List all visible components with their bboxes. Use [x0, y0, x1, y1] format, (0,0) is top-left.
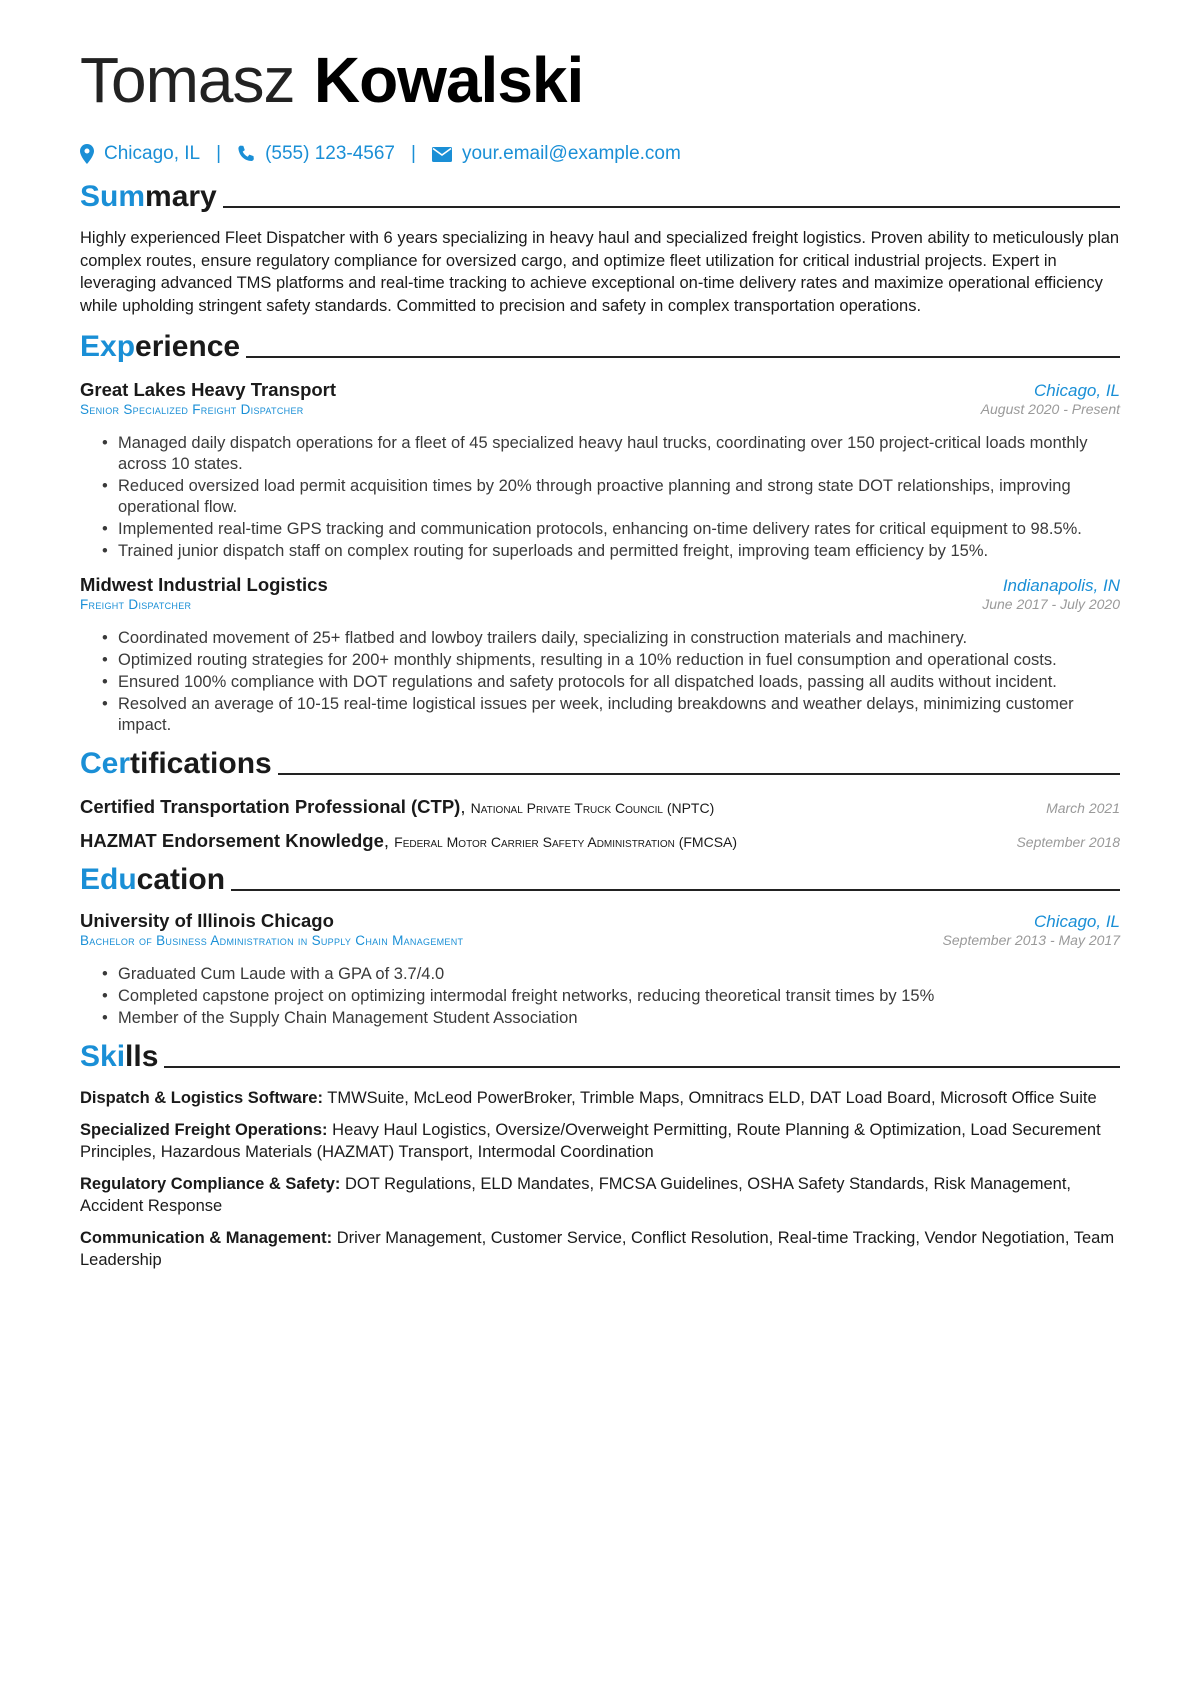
contact-separator: | [216, 143, 222, 164]
job-company: Midwest Industrial Logistics [80, 574, 328, 595]
cert-date: March 2021 [1046, 800, 1120, 816]
envelope-icon [432, 147, 452, 162]
skill-text: DOT Regulations, ELD Mandates, FMCSA Guidelines, OSHA Safety Standards, Risk Management, Accident Response [80, 1174, 1072, 1215]
skill-text: Heavy Haul Logistics, Oversize/Overweight Permitting, Route Planning & Optimization, Load Securement Principles, Hazardous Materials (HAZMAT) Transport, Intermodal Coordination [80, 1120, 1101, 1161]
section-rule [164, 1066, 1120, 1068]
job-location: Chicago, IL [1034, 381, 1120, 400]
job-dates: August 2020 - Present [980, 401, 1120, 417]
skill-label: Specialized Freight Operations: [80, 1120, 328, 1139]
education-heading [80, 862, 1120, 898]
school-location: Chicago, IL [1034, 912, 1120, 931]
skill-text: Driver Management, Customer Service, Conflict Resolution, Real-time Tracking, Vendor Negotiation, Team Leadership [80, 1228, 1115, 1269]
section-rule [246, 356, 1120, 358]
candidate-name [80, 40, 1120, 121]
list-item: • Reduced oversized load permit acquisition times by 20% through proactive planning and strong state DOT relationships, improving operational flow. [118, 476, 1120, 518]
job-bullets [80, 433, 1120, 562]
list-item: • Graduated Cum Laude with a GPA of 3.7/4.0 [118, 964, 1120, 985]
skill-label: Communication & Management: [80, 1228, 333, 1247]
contact-location [80, 143, 200, 165]
job-role: Senior Specialized Freight Dispatcher [80, 402, 304, 417]
location-text: Chicago, IL [104, 143, 201, 164]
certifications-title-accent: Cer [80, 747, 131, 780]
certification-item: HAZMAT Endorsement Knowledge, Federal Motor Carrier Safety Administration (FMCSA) September 2018 [80, 830, 1120, 851]
job-location: Indianapolis, IN [1002, 576, 1120, 595]
skill-group [80, 1173, 1120, 1218]
contact-bar [80, 143, 1120, 165]
skills-heading [80, 1039, 1120, 1075]
skill-group [80, 1227, 1120, 1272]
cert-issuer: National Private Truck Council (NPTC) [470, 800, 715, 816]
contact-phone [237, 143, 395, 165]
section-rule [278, 773, 1120, 775]
cert-issuer: Federal Motor Carrier Safety Administration (FMCSA) [394, 834, 738, 850]
summary-text: Highly experienced Fleet Dispatcher with 6 years specializing in heavy haul and specialized freight logistics. Proven ability to meticulously plan complex routes, ensure regulatory compliance for oversized cargo, and optimize fleet utilization for critical industrial projects. Expert in leveraging advanced TMS platforms and real-time tracking to achieve exceptional on-time delivery rates and maximize operational efficiency while upholding stringent safety standards. Committed to precision and safety in complex transportation operations. [80, 229, 1120, 315]
experience-title-rest: erience [135, 330, 241, 363]
phone-icon [237, 145, 255, 163]
education-entry [80, 910, 1120, 1029]
experience-title-accent: Exp [80, 330, 136, 363]
skill-label: Dispatch & Logistics Software: [80, 1089, 323, 1107]
education-title-rest: cation [136, 863, 226, 896]
certification-item: Certified Transportation Professional (CTP), National Private Truck Council (NPTC) March 2021 [80, 796, 1120, 817]
job-role: Freight Dispatcher [80, 597, 192, 612]
last-name: Kowalski [313, 44, 584, 116]
job-bullets [80, 628, 1120, 736]
job-entry [80, 574, 1120, 736]
cert-name: HAZMAT Endorsement Knowledge [80, 830, 384, 851]
contact-separator: | [411, 143, 416, 164]
first-name: Tomasz [80, 44, 295, 116]
section-rule [223, 206, 1120, 208]
list-item: • Coordinated movement of 25+ flatbed and lowboy trailers daily, specializing in construction materials and machinery. [118, 628, 1120, 649]
cert-name: Certified Transportation Professional (CTP) [80, 796, 461, 817]
skill-text: TMWSuite, McLeod PowerBroker, Trimble Maps, Omnitracs ELD, DAT Load Board, Microsoft Office Suite [327, 1089, 1097, 1107]
school-name: University of Illinois Chicago [80, 910, 334, 931]
list-item: • Member of the Supply Chain Management Student Association [118, 1008, 1120, 1029]
skill-group [80, 1119, 1120, 1164]
skill-label: Regulatory Compliance & Safety: [80, 1174, 341, 1193]
list-item: • Optimized routing strategies for 200+ monthly shipments, resulting in a 10% reduction in fuel consumption and operational costs. [118, 650, 1120, 671]
skills-title-rest: lls [125, 1040, 159, 1073]
list-item: • Ensured 100% compliance with DOT regulations and safety protocols for all dispatched loads, passing all audits without incident. [118, 672, 1120, 693]
list-item: • Completed capstone project on optimizing intermodal freight networks, reducing theoretical transit times by 15% [118, 986, 1120, 1007]
education-title-accent: Edu [80, 863, 137, 896]
list-item: • Implemented real-time GPS tracking and communication protocols, enhancing on-time delivery rates for critical equipment to 98.5%. [118, 519, 1120, 540]
email-link[interactable]: your.email@example.com [461, 143, 681, 164]
job-entry [80, 379, 1120, 562]
resume-page [80, 40, 1120, 1272]
degree: Bachelor of Business Administration in Supply Chain Management [80, 933, 464, 948]
summary-title-accent: Sum [80, 180, 146, 213]
phone-text: (555) 123-4567 [265, 143, 395, 164]
list-item: • Trained junior dispatch staff on complex routing for superloads and permitted freight, improving team efficiency by 15%. [118, 541, 1120, 562]
skill-group [80, 1087, 1120, 1110]
map-marker-icon [80, 144, 94, 164]
job-company: Great Lakes Heavy Transport [80, 379, 337, 400]
summary-heading [80, 179, 1120, 215]
contact-email[interactable] [432, 143, 681, 165]
list-item: • Resolved an average of 10-15 real-time logistical issues per week, including breakdowns and weather delays, minimizing customer impact. [118, 694, 1120, 736]
education-bullets [80, 964, 1120, 1029]
summary-title-rest: mary [145, 180, 217, 213]
experience-heading [80, 329, 1120, 365]
certifications-heading [80, 746, 1120, 782]
job-dates: June 2017 - July 2020 [982, 596, 1120, 612]
certifications-title-rest: tifications [130, 747, 272, 780]
cert-date: September 2018 [1016, 834, 1120, 850]
section-rule [231, 889, 1120, 891]
skills-title-accent: Ski [80, 1040, 126, 1073]
list-item: • Managed daily dispatch operations for a fleet of 45 specialized heavy haul trucks, coordinating over 150 project-critical loads monthly across 10 states. [118, 433, 1120, 475]
education-dates: September 2013 - May 2017 [942, 932, 1120, 948]
